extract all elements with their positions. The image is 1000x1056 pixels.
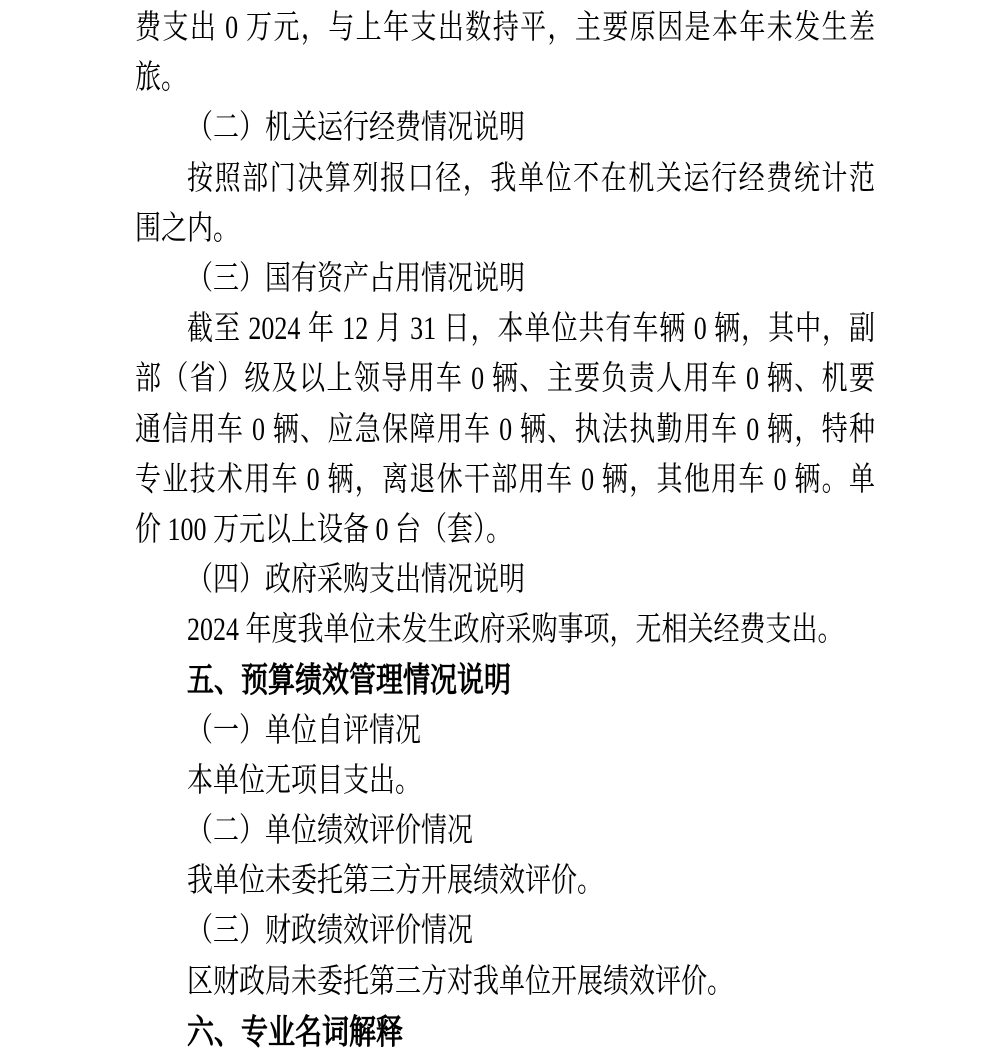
subheading-agency-operating-funds: （二）机关运行经费情况说明: [187, 109, 526, 146]
document-text-block: [135, 3, 875, 1056]
body-line-state-assets-3: 通信用车 0 辆、应急保障用车 0 辆、执法执勤用车 0 辆，特种: [135, 410, 875, 448]
section-heading-5-budget-performance: 五、预算绩效管理情况说明: [187, 661, 511, 700]
body-line-unit-performance-evaluation: 我单位未委托第三方开展绩效评价。: [187, 862, 604, 899]
subheading-unit-performance-evaluation: （二）单位绩效评价情况: [187, 812, 474, 849]
body-line-operating-funds-1: 按照部门决算列报口径，我单位不在机关运行经费统计范: [187, 159, 875, 197]
body-line-travel-expense-2: 旅。: [135, 59, 188, 96]
section-heading-6-terminology: 六、专业名词解释: [187, 1012, 403, 1051]
body-line-unit-self-evaluation: 本单位无项目支出。: [187, 761, 422, 799]
body-line-operating-funds-2: 围之内。: [135, 209, 240, 247]
body-line-state-assets-1: 截至 2024 年 12 月 31 日，本单位共有车辆 0 辆，其中，副: [187, 310, 875, 347]
subheading-state-assets-occupancy: （三）国有资产占用情况说明: [187, 260, 526, 297]
body-line-state-assets-4: 专业技术用车 0 辆，离退休干部用车 0 辆，其他用车 0 辆。单: [135, 460, 875, 498]
body-line-travel-expense-1: 费支出 0 万元，与上年支出数持平，主要原因是本年未发生差: [135, 9, 875, 46]
subheading-fiscal-performance-evaluation: （三）财政绩效评价情况: [187, 912, 474, 949]
body-line-gov-procurement: 2024 年度我单位未发生政府采购事项，无相关经费支出。: [187, 611, 844, 648]
body-line-state-assets-5: 价 100 万元以上设备 0 台（套）。: [135, 510, 513, 548]
body-line-state-assets-2: 部（省）级及以上领导用车 0 辆、主要负责人用车 0 辆、机要: [135, 360, 875, 397]
subheading-gov-procurement: （四）政府采购支出情况说明: [187, 561, 526, 598]
subheading-unit-self-evaluation: （一）单位自评情况: [187, 711, 422, 749]
body-line-fiscal-performance-evaluation: 区财政局未委托第三方对我单位开展绩效评价。: [187, 962, 734, 1000]
